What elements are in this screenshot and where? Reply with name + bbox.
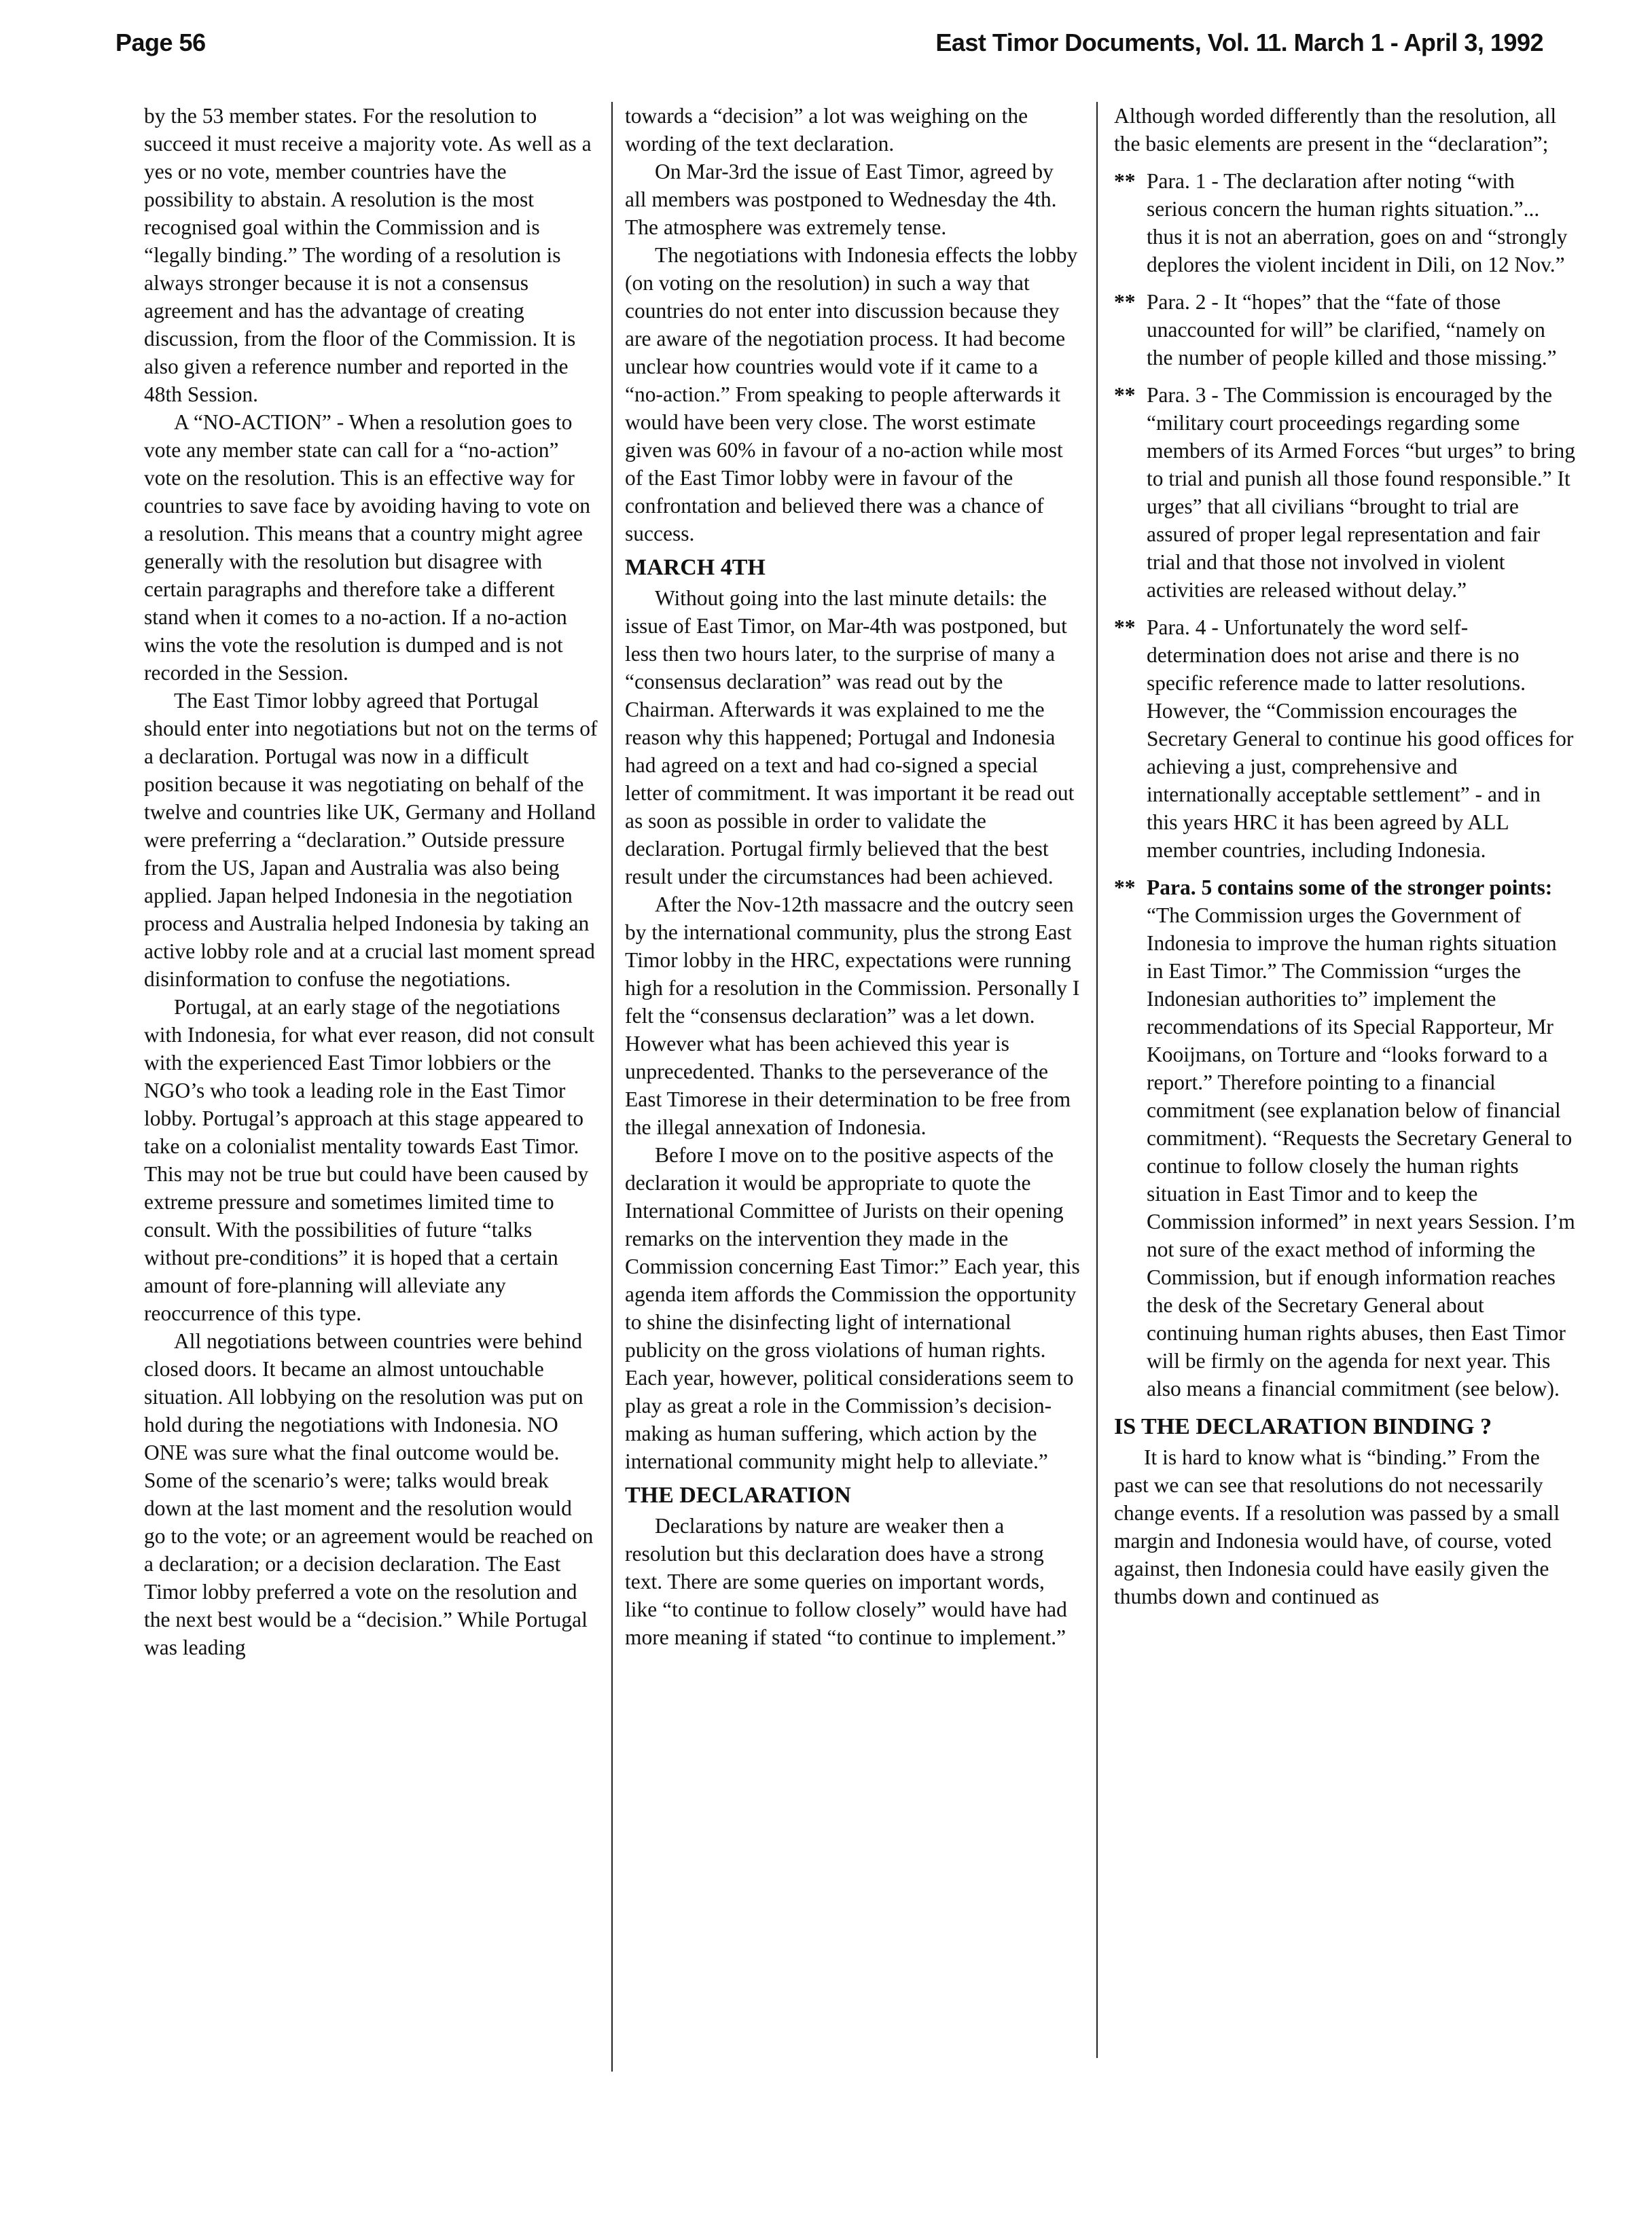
paragraph: Before I move on to the positive aspects of the declaration it would be appropriate to quote the International Committee of Jurists on their opening remarks on the intervention they made in the Commission concerning East Timor:” Each year, this agenda item affords the Commission the opportunity to shine the disinfecting light of international publicity on the gross violations of human rights. Each year, however, political considerations seem to play as great a role in the Commission’s decision-making as human suffering, which action by the international community might help to alleviate.” <box>625 1143 1080 1473</box>
declaration-point <box>1114 381 1576 604</box>
declaration-point-text: Para. 2 - It “hopes” that the “fate of those unaccounted for will” be clarified, “namely on the number of people killed and those missing.” <box>1147 290 1557 369</box>
paragraph: The negotiations with Indonesia effects the lobby (on voting on the resolution) in such a way that countries do not enter into discussion because they are aware of the negotiation process. It had become unclear how countries would vote if it came to a “no-action.” From speaking to people afterwards it would have been very close. The worst estimate given was 60% in favour of a no-action while most of the East Timor lobby were in favour of the confrontation and believed there was a chance of success. <box>625 243 1078 545</box>
paragraph: All negotiations between countries were behind closed doors. It became an almost untouchable situation. All lobbying on the resolution was put on hold during the negotiations with Indonesia. NO ONE was sure what the final outcome would be. Some of the scenario’s were; talks would break down at the last moment and the resolution would go to the vote; or an agreement would be reached on a declaration; or a decision declaration. The East Timor lobby preferred a vote on the resolution and the next best would be a “decision.” While Portugal was leading <box>144 1329 594 1659</box>
section-heading-binding: IS THE DECLARATION BINDING ? <box>1114 1414 1492 1439</box>
bullet-marker: ** <box>1114 875 1136 899</box>
declaration-point <box>1114 288 1576 372</box>
paragraph: Without going into the last minute details: the issue of East Timor, on Mar-4th was postponed, but less then two hours later, to the surprise of many a “consensus declaration” was read out by the Chairman. Afterwards it was explained to me the reason why this happened; Portugal and Indonesia had agreed on a text and had co-signed a special letter of commitment. It was important it be read out as soon as possible in order to validate the declaration. Portugal firmly believed that the best result under the circumstances had been achieved. <box>625 586 1075 888</box>
column-divider <box>1096 102 1098 2058</box>
declaration-point <box>1114 873 1576 1403</box>
paragraph: by the 53 member states. For the resolution to succeed it must receive a majority vote. As well as a yes or no vote, member countries have the possibility to abstain. A resolution is the most recognised goal within the Commission and is “legally binding.” The wording of a resolution is always stronger because it is not a consensus agreement and has the advantage of creating discussion, from the floor of the Commission. It is also given a reference number and reported in the 48th Session. <box>144 104 592 406</box>
declaration-point-text <box>1147 873 1576 1403</box>
paragraph: Portugal, at an early stage of the negotiations with Indonesia, for what ever reason, did not consult with the experienced East Timor lobbiers or the NGO’s who took a leading role in the East Timor lobby. Portugal’s approach at this stage appeared to take on a colonialist mentality towards East Timor. This may not be true but could have been caused by extreme pressure and sometimes limited time to consult. With the possibilities of future “talks without pre-conditions” it is hoped that a certain amount of fore-planning will alleviate any reoccurrence of this type. <box>144 995 595 1325</box>
page-header <box>115 22 1543 69</box>
bullet-marker: ** <box>1114 290 1136 314</box>
paragraph: Although worded differently than the resolution, all the basic elements are present in the “declaration”; <box>1114 104 1557 156</box>
publication-title: East Timor Documents, Vol. 11. March 1 - April 3, 1992 <box>935 29 1543 56</box>
bullet-marker: ** <box>1114 169 1136 193</box>
para5-body: “The Commission urges the Government of Indonesia to improve the human rights situation in East Timor.” The Commission “urges the Indonesian authorities to” implement the recommendations of its Special Rapporteur, Mr Kooijmans, on Torture and “looks forward to a report.” Therefore pointing to a financial commitment (see explanation below of financial commitment). “Requests the Secretary General to continue to follow closely the human rights situation in East Timor and to keep the Commission informed” in next years Session. I’m not sure of the exact method of informing the Commission, but if enough information reaches the desk of the Secretary General about continuing human rights abuses, then East Timor will be firmly on the agenda for next year. This also means a financial commitment (see below). <box>1147 903 1575 1401</box>
page-number: Page 56 <box>115 29 206 56</box>
column-divider <box>611 102 613 2072</box>
column-2 <box>625 102 1080 1651</box>
bullet-marker: ** <box>1114 615 1136 639</box>
section-heading-declaration: THE DECLARATION <box>625 1483 851 1508</box>
column-1 <box>144 102 598 1661</box>
paragraph: Declarations by nature are weaker then a resolution but this declaration does have a strong text. There are some queries on important words, like “to continue to follow closely” would have had more meaning if stated “to continue to implement.” <box>625 1514 1067 1649</box>
bullet-marker: ** <box>1114 383 1136 407</box>
declaration-point-text: Para. 4 - Unfortunately the word self-determination does not arise and there is no specific reference made to latter resolutions. However, the “Commission encourages the Secretary General to continue his good offices for achieving a just, comprehensive and internationally acceptable settlement” - and in this years HRC it has been agreed by ALL member countries, including Indonesia. <box>1147 615 1574 862</box>
para5-lead: Para. 5 contains some of the stronger points: <box>1147 875 1553 899</box>
paragraph: towards a “decision” a lot was weighing on the wording of the text declaration. <box>625 104 1028 156</box>
paragraph: A “NO-ACTION” - When a resolution goes to vote any member state can call for a “no-action” vote on the resolution. This is an effective way for countries to save face by avoiding having to vote on a resolution. This means that a country might agree generally with the resolution but disagree with certain paragraphs and therefore take a different stand when it comes to a no-action. If a no-action wins the vote the resolution is dumped and is not recorded in the Session. <box>144 410 590 685</box>
declaration-point-text: Para. 3 - The Commission is encouraged by the “military court proceedings regarding some members of its Armed Forces “but urges” to bring to trial and punish all those found responsible.” It urges” that all civilians “brought to trial are assured of proper legal representation and fair trial and that those not involved in violent activities are released without delay.” <box>1147 383 1576 602</box>
section-heading-march-4th: MARCH 4TH <box>625 555 766 580</box>
paragraph: It is hard to know what is “binding.” From the past we can see that resolutions do not necessarily change events. If a resolution was passed by a small margin and Indonesia would have, of course, voted against, then Indonesia could have easily given the thumbs down and continued as <box>1114 1445 1560 1608</box>
paragraph: After the Nov-12th massacre and the outcry seen by the international community, plus the strong East Timor lobby in the HRC, expectations were running high for a resolution in the Commission. Personally I felt the “consensus declaration” was a let down. However what has been achieved this year is unprecedented. Thanks to the perseverance of the East Timorese in their determination to be free from the illegal annexation of Indonesia. <box>625 892 1080 1139</box>
declaration-point <box>1114 167 1576 278</box>
paragraph: On Mar-3rd the issue of East Timor, agreed by all members was postponed to Wednesday the 4th. The atmosphere was extremely tense. <box>625 160 1057 239</box>
column-3 <box>1114 102 1576 1610</box>
declaration-point <box>1114 613 1576 864</box>
paragraph: The East Timor lobby agreed that Portugal should enter into negotiations but not on the terms of a declaration. Portugal was now in a difficult position because it was negotiating on behalf of the twelve and countries like UK, Germany and Holland were preferring a “declaration.” Outside pressure from the US, Japan and Australia was also being applied. Japan helped Indonesia in the negotiation process and Australia helped Indonesia by taking an active lobby role and at a crucial last moment spread disinformation to confuse the negotiations. <box>144 689 598 991</box>
declaration-point-text: Para. 1 - The declaration after noting “with serious concern the human rights situation.”... thus it is not an aberration, goes on and “strongly deplores the violent incident in Dili, on 12 Nov.” <box>1147 169 1568 276</box>
